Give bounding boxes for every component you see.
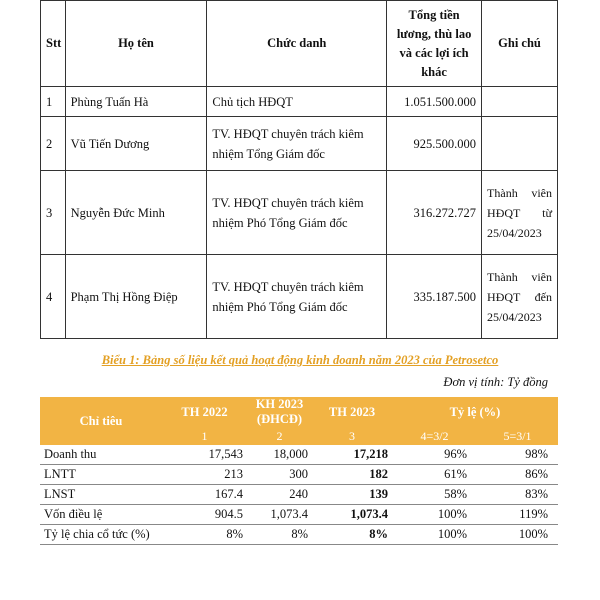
row-th2023: 8%: [312, 525, 392, 545]
row-title: Chủ tịch HĐQT: [207, 87, 387, 117]
table-row: [40, 465, 558, 485]
header-ratio: Tỷ lệ (%): [392, 397, 558, 427]
row-ratio-prior: 119%: [477, 505, 558, 525]
row-note: Thành viên HĐQT đến 25/04/2023: [482, 255, 558, 339]
row-pay: 925.500.000: [387, 117, 482, 171]
header-pay: Tổng tiền lương, thù lao và các lợi ích khác: [387, 1, 482, 87]
row-ratio-prior: 86%: [477, 465, 558, 485]
table-row: [41, 171, 558, 255]
row-title: TV. HĐQT chuyên trách kiêm nhiệm Phó Tổng Giám đốc: [207, 171, 387, 255]
subheader-5: 5=3/1: [477, 427, 558, 445]
row-label: Doanh thu: [40, 445, 162, 465]
row-th2023: 182: [312, 465, 392, 485]
table-row: [40, 505, 558, 525]
row-stt: 1: [41, 87, 66, 117]
header-name: Họ tên: [65, 1, 207, 87]
row-ratio-plan: 58%: [392, 485, 477, 505]
row-th2022: 213: [162, 465, 247, 485]
row-name: Phạm Thị Hồng Điệp: [65, 255, 207, 339]
row-label: Vốn điều lệ: [40, 505, 162, 525]
header-title: Chức danh: [207, 1, 387, 87]
business-results-table: [40, 397, 558, 545]
table-row: [40, 525, 558, 545]
subheader-2: 2: [247, 427, 312, 445]
row-title: TV. HĐQT chuyên trách kiêm nhiệm Phó Tổng Giám đốc: [207, 255, 387, 339]
row-ratio-plan: 100%: [392, 525, 477, 545]
row-kh2023: 18,000: [247, 445, 312, 465]
row-th2022: 167.4: [162, 485, 247, 505]
row-ratio-prior: 100%: [477, 525, 558, 545]
subheader-1: 1: [162, 427, 247, 445]
row-pay: 1.051.500.000: [387, 87, 482, 117]
row-th2023: 139: [312, 485, 392, 505]
row-ratio-prior: 83%: [477, 485, 558, 505]
row-pay: 335.187.500: [387, 255, 482, 339]
row-kh2023: 240: [247, 485, 312, 505]
figure-title: Biểu 1: Bảng số liệu kết quả hoạt động kinh doanh năm 2023 của Petrosetco: [101, 353, 499, 367]
header-note: Ghi chú: [482, 1, 558, 87]
row-stt: 3: [41, 171, 66, 255]
row-kh2023: 300: [247, 465, 312, 485]
row-pay: 316.272.727: [387, 171, 482, 255]
row-label: LNST: [40, 485, 162, 505]
row-th2022: 17,543: [162, 445, 247, 465]
table-row: [40, 485, 558, 505]
row-note: [482, 87, 558, 117]
header-th2022: TH 2022: [162, 397, 247, 427]
subheader-3: 3: [312, 427, 392, 445]
row-th2023: 17,218: [312, 445, 392, 465]
row-ratio-plan: 61%: [392, 465, 477, 485]
remuneration-table: [40, 0, 558, 339]
header-indicator: Chỉ tiêu: [40, 397, 162, 445]
row-th2022: 8%: [162, 525, 247, 545]
table-row: [40, 445, 558, 465]
row-kh2023: 8%: [247, 525, 312, 545]
subheader-4: 4=3/2: [392, 427, 477, 445]
table-row: [41, 117, 558, 171]
row-ratio-plan: 100%: [392, 505, 477, 525]
row-ratio-prior: 98%: [477, 445, 558, 465]
row-ratio-plan: 96%: [392, 445, 477, 465]
row-stt: 2: [41, 117, 66, 171]
header-stt: Stt: [41, 1, 66, 87]
row-stt: 4: [41, 255, 66, 339]
row-note: [482, 117, 558, 171]
row-th2023: 1,073.4: [312, 505, 392, 525]
row-name: Nguyễn Đức Minh: [65, 171, 207, 255]
row-label: LNTT: [40, 465, 162, 485]
header-th2023: TH 2023: [312, 397, 392, 427]
row-title: TV. HĐQT chuyên trách kiêm nhiệm Tổng Giám đốc: [207, 117, 387, 171]
row-kh2023: 1,073.4: [247, 505, 312, 525]
row-name: Phùng Tuấn Hà: [65, 87, 207, 117]
row-th2022: 904.5: [162, 505, 247, 525]
row-name: Vũ Tiến Dương: [65, 117, 207, 171]
header-kh2023: KH 2023 (ĐHCĐ): [247, 397, 312, 427]
unit-note: Đơn vị tính: Tỷ đồng: [443, 375, 548, 389]
row-label: Tỷ lệ chia cổ tức (%): [40, 525, 162, 545]
table-row: [41, 255, 558, 339]
table-row: [41, 87, 558, 117]
row-note: Thành viên HĐQT từ 25/04/2023: [482, 171, 558, 255]
